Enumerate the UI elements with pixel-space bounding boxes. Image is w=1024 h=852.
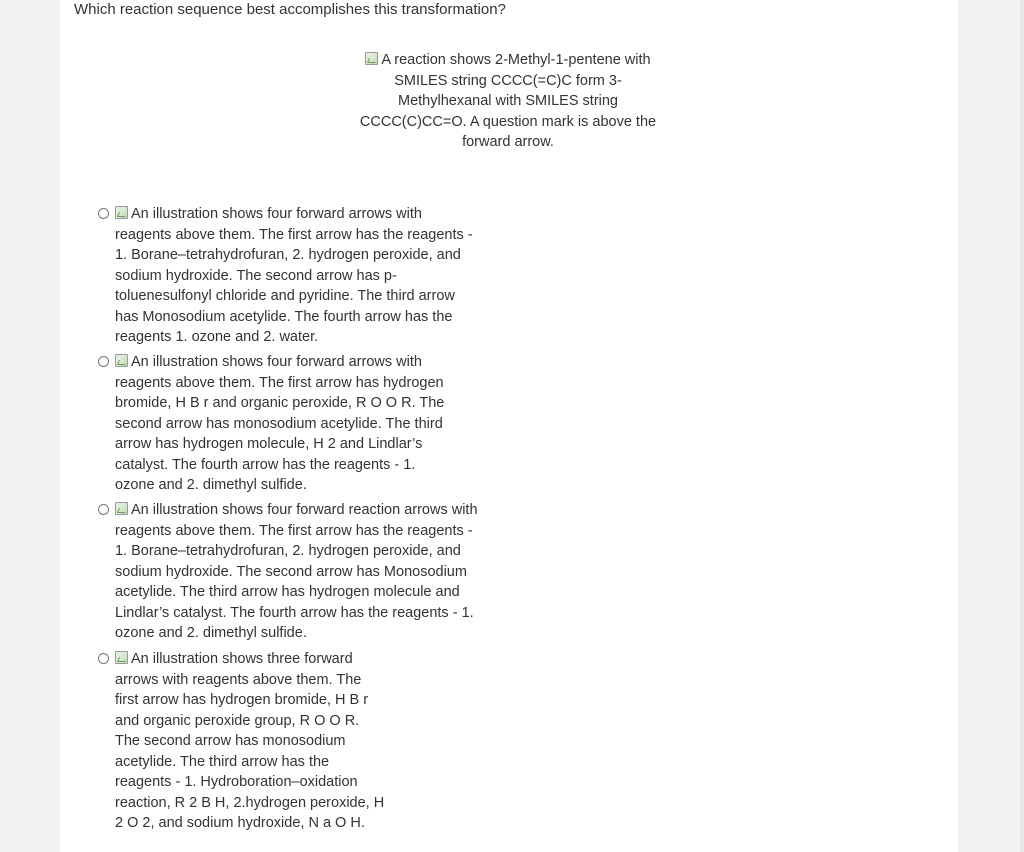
question-text: Which reaction sequence best accomplishes this transformation?: [74, 1, 506, 18]
broken-image-icon: [115, 651, 128, 664]
broken-image-icon: [115, 206, 128, 219]
radio-button-3[interactable]: [98, 504, 109, 515]
broken-image-icon: [115, 354, 128, 367]
answer-option-2-image[interactable]: [115, 352, 450, 496]
answer-option-3-image[interactable]: [115, 500, 487, 644]
answer-option-4-alt: An illustration shows three forward arrows with reagents above them. The first arrow has hydrogen bromide, H B r and organic peroxide group, R O O R. The second arrow has monosodium acetylide. The third arrow has the reagents - 1. Hydroboration–oxidation reaction, R 2 B H, 2.hydrogen peroxide, H 2 O 2, and sodium hydroxide, N a O H.: [115, 651, 385, 831]
radio-button-2[interactable]: [98, 356, 109, 367]
answer-option-2[interactable]: [98, 352, 450, 496]
answer-option-3[interactable]: [98, 500, 487, 644]
answer-option-4-image[interactable]: [115, 649, 387, 834]
radio-button-1[interactable]: [98, 208, 109, 219]
answer-option-1-image[interactable]: [115, 204, 475, 348]
answer-option-4[interactable]: [98, 649, 387, 834]
question-panel: [60, 0, 958, 852]
reaction-figure: [358, 50, 658, 153]
broken-image-icon: [115, 502, 128, 515]
reaction-figure-alt: A reaction shows 2-Methyl-1-pentene with SMILES string CCCC(=C)C form 3-Methylhexanal with SMILES string CCCC(C)CC=O. A question mark is above the forward arrow.: [359, 52, 657, 150]
answer-option-1[interactable]: [98, 204, 475, 348]
broken-image-icon: [365, 52, 378, 65]
scrollbar-track[interactable]: [1020, 0, 1024, 852]
radio-button-4[interactable]: [98, 653, 109, 664]
answer-option-1-alt: An illustration shows four forward arrows with reagents above them. The first arrow has the reagents - 1. Borane–tetrahydrofuran, 2. hydrogen peroxide, and sodium hydroxide. The second arrow has p-toluenesulfonyl chloride and pyridine. The third arrow has Monosodium acetylide. The fourth arrow has the reagents 1. ozone and 2. water.: [115, 206, 473, 345]
answer-option-3-alt: An illustration shows four forward reaction arrows with reagents above them. The first arrow has the reagents - 1. Borane–tetrahydrofuran, 2. hydrogen peroxide, and sodium hydroxide. The second arrow has Monosodium acetylide. The third arrow has hydrogen molecule and Lindlar’s catalyst. The fourth arrow has the reagents - 1. ozone and 2. dimethyl sulfide.: [115, 502, 478, 641]
answer-option-2-alt: An illustration shows four forward arrows with reagents above them. The first arrow has hydrogen bromide, H B r and organic peroxide, R O O R. The second arrow has monosodium acetylide. The third arrow has hydrogen molecule, H 2 and Lindlar’s catalyst. The fourth arrow has the reagents - 1. ozone and 2. dimethyl sulfide.: [115, 354, 445, 493]
